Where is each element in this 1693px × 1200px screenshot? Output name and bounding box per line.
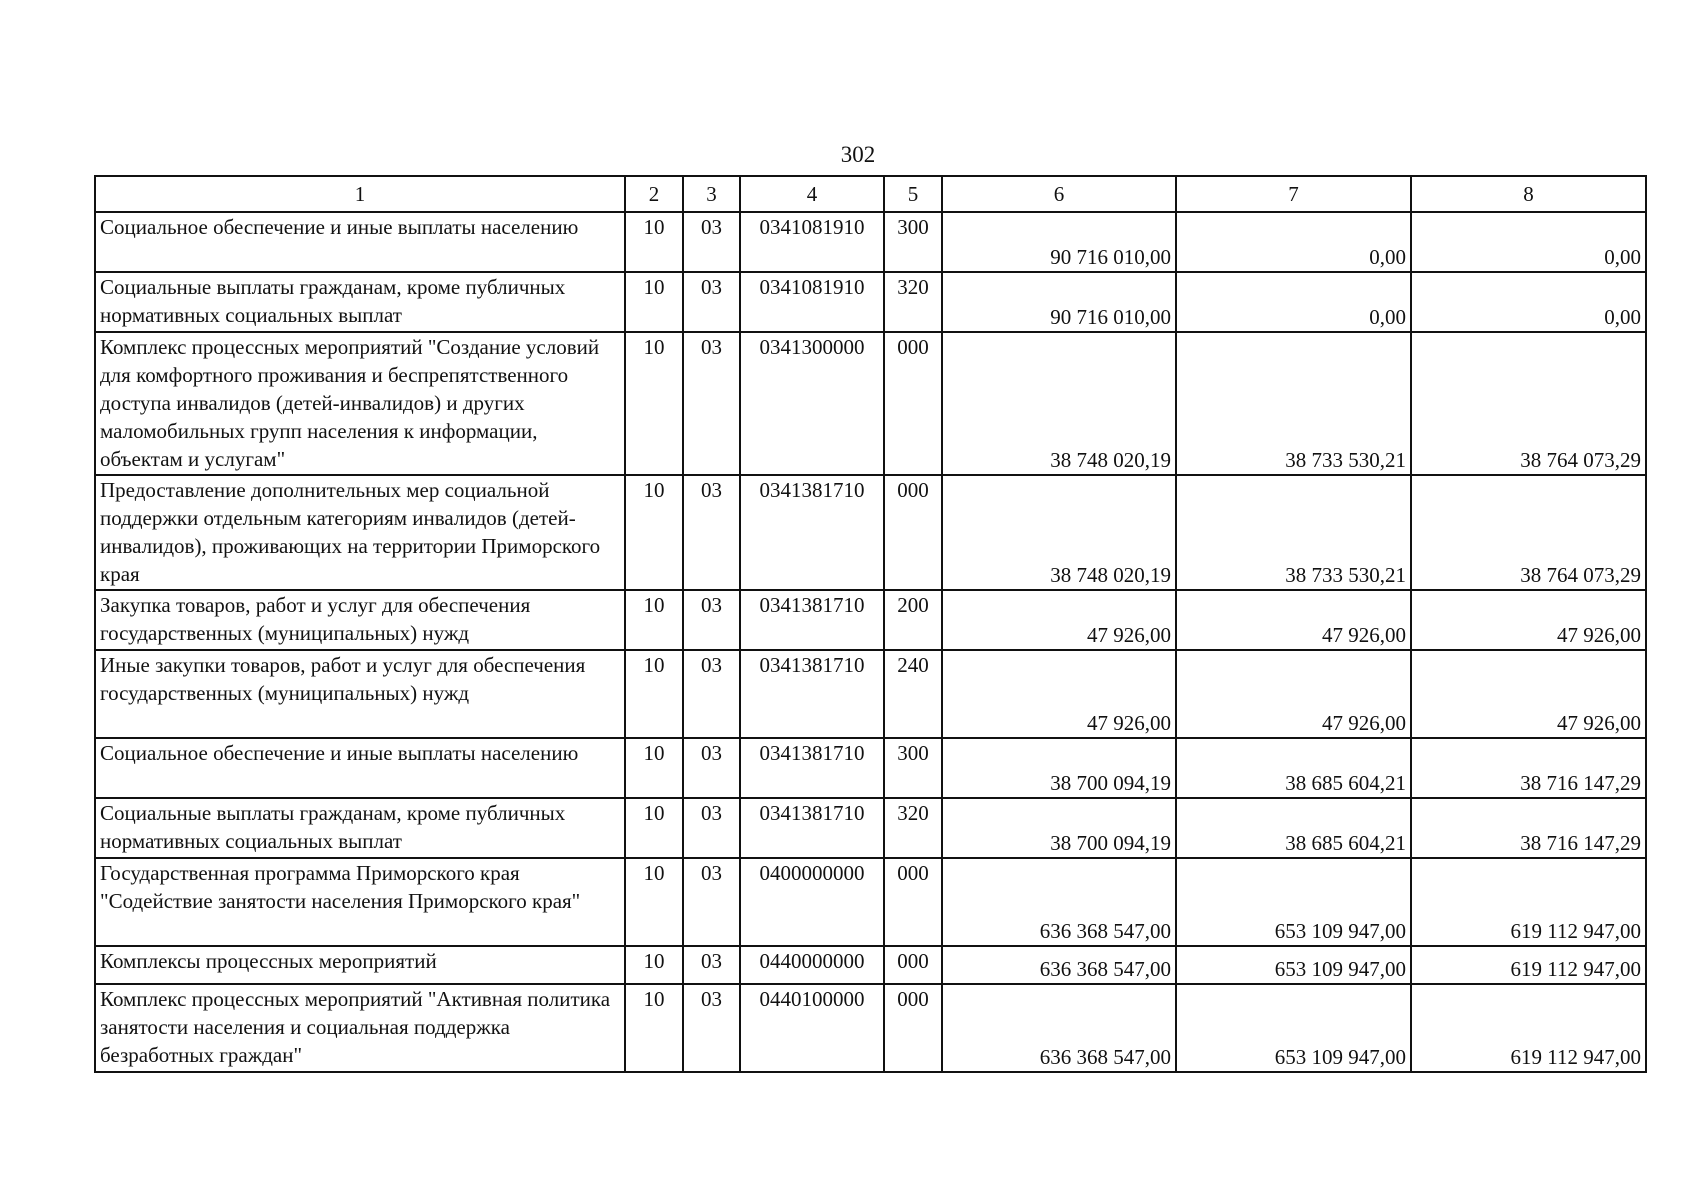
subsection-code-cell: 03 <box>683 212 740 272</box>
item-name-cell: Государственная программа Приморского края "Содействие занятости населения Приморского края" <box>95 858 625 946</box>
item-name-cell: Социальные выплаты гражданам, кроме публичных нормативных социальных выплат <box>95 272 625 332</box>
item-name-cell: Комплексы процессных мероприятий <box>95 946 625 984</box>
amount-col7-cell: 47 926,00 <box>1176 650 1411 738</box>
amount-col8-cell: 38 716 147,29 <box>1411 738 1646 798</box>
header-cell: 7 <box>1176 176 1411 212</box>
header-cell: 8 <box>1411 176 1646 212</box>
subsection-code-cell: 03 <box>683 798 740 858</box>
amount-col7-cell: 38 685 604,21 <box>1176 798 1411 858</box>
target-article-cell: 0341081910 <box>740 272 884 332</box>
table-row <box>95 272 1646 332</box>
budget-table <box>94 175 1647 1073</box>
section-code-cell: 10 <box>625 272 683 332</box>
expense-type-cell: 320 <box>884 272 942 332</box>
header-cell: 5 <box>884 176 942 212</box>
section-code-cell: 10 <box>625 212 683 272</box>
table-row <box>95 475 1646 590</box>
target-article-cell: 0341381710 <box>740 738 884 798</box>
section-code-cell: 10 <box>625 590 683 650</box>
item-name-cell: Иные закупки товаров, работ и услуг для обеспечения государственных (муниципальных) нужд <box>95 650 625 738</box>
amount-col8-cell: 47 926,00 <box>1411 650 1646 738</box>
expense-type-cell: 320 <box>884 798 942 858</box>
amount-col7-cell: 38 733 530,21 <box>1176 332 1411 475</box>
amount-col6-cell: 90 716 010,00 <box>942 212 1176 272</box>
header-cell: 3 <box>683 176 740 212</box>
expense-type-cell: 000 <box>884 858 942 946</box>
amount-col7-cell: 653 109 947,00 <box>1176 984 1411 1072</box>
amount-col6-cell: 38 700 094,19 <box>942 798 1176 858</box>
amount-col7-cell: 38 685 604,21 <box>1176 738 1411 798</box>
table-row <box>95 590 1646 650</box>
amount-col7-cell: 0,00 <box>1176 212 1411 272</box>
subsection-code-cell: 03 <box>683 272 740 332</box>
expense-type-cell: 200 <box>884 590 942 650</box>
section-code-cell: 10 <box>625 984 683 1072</box>
item-name-cell: Комплекс процессных мероприятий "Создание условий для комфортного проживания и беспрепятственного доступа инвалидов (детей-инвалидов) и других маломобильных групп населения к информации, объектам и услугам" <box>95 332 625 475</box>
header-cell: 6 <box>942 176 1176 212</box>
amount-col8-cell: 47 926,00 <box>1411 590 1646 650</box>
expense-type-cell: 300 <box>884 212 942 272</box>
subsection-code-cell: 03 <box>683 984 740 1072</box>
amount-col6-cell: 636 368 547,00 <box>942 858 1176 946</box>
amount-col8-cell: 619 112 947,00 <box>1411 946 1646 984</box>
section-code-cell: 10 <box>625 332 683 475</box>
amount-col7-cell: 653 109 947,00 <box>1176 946 1411 984</box>
item-name-cell: Закупка товаров, работ и услуг для обеспечения государственных (муниципальных) нужд <box>95 590 625 650</box>
target-article-cell: 0341381710 <box>740 798 884 858</box>
section-code-cell: 10 <box>625 475 683 590</box>
subsection-code-cell: 03 <box>683 738 740 798</box>
target-article-cell: 0400000000 <box>740 858 884 946</box>
item-name-cell: Комплекс процессных мероприятий "Активная политика занятости населения и социальная поддержка безработных граждан" <box>95 984 625 1072</box>
amount-col8-cell: 619 112 947,00 <box>1411 984 1646 1072</box>
subsection-code-cell: 03 <box>683 332 740 475</box>
amount-col6-cell: 90 716 010,00 <box>942 272 1176 332</box>
target-article-cell: 0440000000 <box>740 946 884 984</box>
amount-col6-cell: 636 368 547,00 <box>942 946 1176 984</box>
page-number: 302 <box>840 142 876 167</box>
header-cell: 2 <box>625 176 683 212</box>
amount-col6-cell: 636 368 547,00 <box>942 984 1176 1072</box>
section-code-cell: 10 <box>625 858 683 946</box>
table-row <box>95 984 1646 1072</box>
table-row <box>95 212 1646 272</box>
table-row <box>95 738 1646 798</box>
subsection-code-cell: 03 <box>683 858 740 946</box>
expense-type-cell: 240 <box>884 650 942 738</box>
target-article-cell: 0341081910 <box>740 212 884 272</box>
target-article-cell: 0341381710 <box>740 590 884 650</box>
table-row <box>95 798 1646 858</box>
table-row <box>95 858 1646 946</box>
amount-col7-cell: 0,00 <box>1176 272 1411 332</box>
amount-col7-cell: 38 733 530,21 <box>1176 475 1411 590</box>
amount-col6-cell: 38 700 094,19 <box>942 738 1176 798</box>
expense-type-cell: 000 <box>884 475 942 590</box>
header-cell: 1 <box>95 176 625 212</box>
table-row <box>95 946 1646 984</box>
amount-col7-cell: 653 109 947,00 <box>1176 858 1411 946</box>
amount-col8-cell: 38 764 073,29 <box>1411 332 1646 475</box>
amount-col6-cell: 38 748 020,19 <box>942 475 1176 590</box>
section-code-cell: 10 <box>625 946 683 984</box>
item-name-cell: Социальное обеспечение и иные выплаты населению <box>95 212 625 272</box>
amount-col6-cell: 47 926,00 <box>942 650 1176 738</box>
header-cell: 4 <box>740 176 884 212</box>
subsection-code-cell: 03 <box>683 946 740 984</box>
amount-col6-cell: 47 926,00 <box>942 590 1176 650</box>
amount-col6-cell: 38 748 020,19 <box>942 332 1176 475</box>
amount-col8-cell: 619 112 947,00 <box>1411 858 1646 946</box>
amount-col8-cell: 38 764 073,29 <box>1411 475 1646 590</box>
header-row <box>95 176 1646 212</box>
section-code-cell: 10 <box>625 798 683 858</box>
expense-type-cell: 000 <box>884 984 942 1072</box>
target-article-cell: 0341381710 <box>740 475 884 590</box>
section-code-cell: 10 <box>625 650 683 738</box>
item-name-cell: Социальное обеспечение и иные выплаты населению <box>95 738 625 798</box>
item-name-cell: Социальные выплаты гражданам, кроме публичных нормативных социальных выплат <box>95 798 625 858</box>
target-article-cell: 0341300000 <box>740 332 884 475</box>
expense-type-cell: 000 <box>884 946 942 984</box>
subsection-code-cell: 03 <box>683 475 740 590</box>
expense-type-cell: 000 <box>884 332 942 475</box>
amount-col8-cell: 0,00 <box>1411 212 1646 272</box>
target-article-cell: 0341381710 <box>740 650 884 738</box>
amount-col8-cell: 38 716 147,29 <box>1411 798 1646 858</box>
amount-col8-cell: 0,00 <box>1411 272 1646 332</box>
table-row <box>95 332 1646 475</box>
expense-type-cell: 300 <box>884 738 942 798</box>
target-article-cell: 0440100000 <box>740 984 884 1072</box>
subsection-code-cell: 03 <box>683 650 740 738</box>
subsection-code-cell: 03 <box>683 590 740 650</box>
amount-col7-cell: 47 926,00 <box>1176 590 1411 650</box>
section-code-cell: 10 <box>625 738 683 798</box>
item-name-cell: Предоставление дополнительных мер социальной поддержки отдельным категориям инвалидов (детей-инвалидов), проживающих на территории Приморского края <box>95 475 625 590</box>
table-row <box>95 650 1646 738</box>
